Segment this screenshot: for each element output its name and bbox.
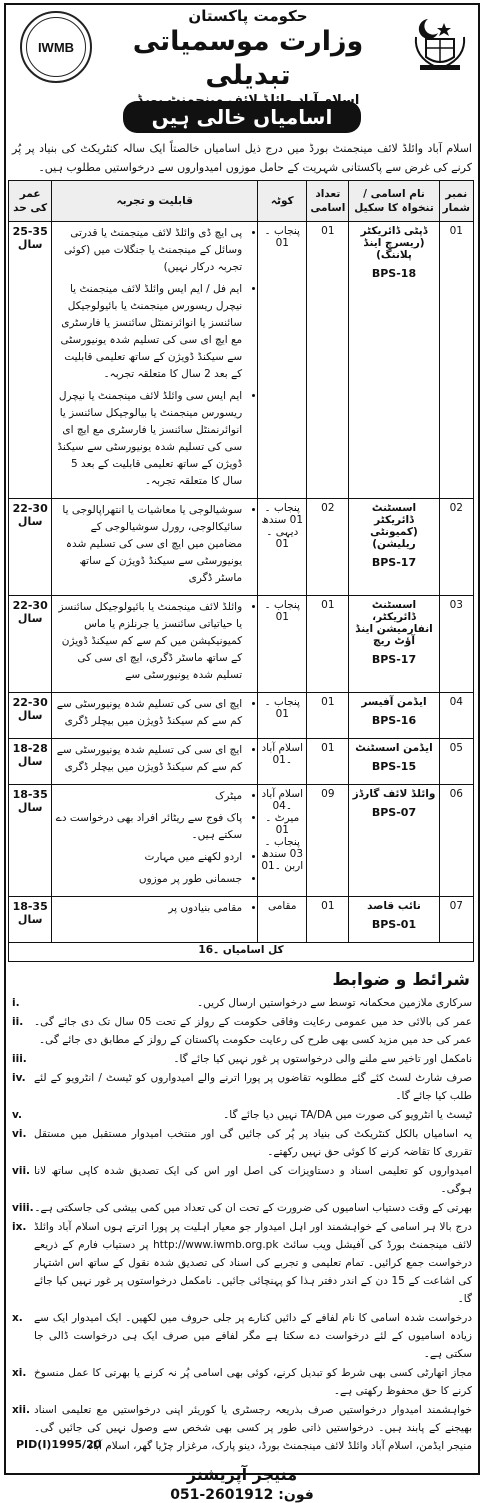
row-qualification xyxy=(52,596,258,693)
row-qualification xyxy=(52,499,258,596)
term-number: v. xyxy=(12,1109,22,1121)
row-sr: 07 xyxy=(439,897,473,943)
post-bps: BPS-07 xyxy=(371,806,417,819)
phone-number: 051-2601912 xyxy=(170,1487,274,1503)
term-number: iii. xyxy=(12,1053,27,1065)
ministry-title: وزارت موسمیاتی تبدیلی xyxy=(132,26,364,91)
pid-code: PID(I)1995/20 xyxy=(16,1438,102,1451)
row-post xyxy=(349,222,439,499)
post-title: وائلڈ لائف گارڈز xyxy=(352,788,436,800)
term-text: خواہشمند امیدوار درخواستیں صرف بذریعہ رجسٹری یا کوریئر اپنی درخواستیں مع تعلیمی اسناد بھیجنے کے پابند ہیں۔ درخواستیں ذاتی طور پر کسی بھی شخص سے وصول نہیں کی جائیں گی۔ منیجر ایڈمن، اسلام آباد وائلڈ لائف مینجمنٹ بورڈ، دینو پارک، مرغزار چڑیا گھر، اسلام آباد xyxy=(34,1404,472,1452)
row-age: 22-30 سال xyxy=(9,693,52,739)
row-sr: 05 xyxy=(439,739,473,785)
row-age: 18-35 سال xyxy=(9,897,52,943)
terms-list xyxy=(6,994,478,1455)
term-text: صرف شارٹ لسٹ کئے گئے مطلوبہ تقاضوں پر پورا اترنے والے امیدواروں کو ٹیسٹ / انٹرویو کے لئے طلب کیا جائے گا۔ xyxy=(34,1072,472,1102)
term-item xyxy=(12,1050,472,1068)
term-number: vi. xyxy=(12,1128,27,1140)
term-number: xii. xyxy=(12,1404,30,1416)
row-age: 22-30 سال xyxy=(9,499,52,596)
post-bps: BPS-17 xyxy=(371,653,417,666)
term-item xyxy=(12,1069,472,1105)
qualification-item: • ایم ایس سی وائلڈ لائف مینجمنٹ یا نیچرل ریسورس مینجمنٹ یا بیالوجیکل سائنسز یا انوائرنمنٹل سائنسز یا فارسٹری مع ایچ ای سی کی تسلیم شدہ یونیورسٹی سے سیکنڈ ڈویژن کے ساتھ تعلیمی قابلیت کے بعد 5 سال کا متعلقہ تجربہ۔ xyxy=(55,388,242,490)
term-item xyxy=(12,1106,472,1124)
row-quota: پنجاب ۔01 xyxy=(258,222,307,499)
signatory: منیجر آپریشنز xyxy=(186,1465,298,1484)
row-sr: 04 xyxy=(439,693,473,739)
post-title: نائب قاصد xyxy=(367,900,421,912)
row-age: 18-35 سال xyxy=(9,785,52,897)
row-quota: پنجاب ۔01 xyxy=(258,596,307,693)
table-row xyxy=(9,785,474,897)
state-emblem-icon xyxy=(410,15,470,71)
row-qualification xyxy=(52,897,258,943)
row-post xyxy=(349,897,439,943)
total-vacancies: کل اسامیاں ۔16 xyxy=(9,943,474,962)
table-row xyxy=(9,897,474,943)
post-title: اسسٹنٹ ڈائریکٹر، انفارمیشن اینڈ آؤٹ ریچ xyxy=(355,599,433,647)
post-bps: BPS-18 xyxy=(371,267,417,280)
term-item xyxy=(12,1013,472,1049)
term-number: vii. xyxy=(12,1165,31,1177)
row-sr: 01 xyxy=(439,222,473,499)
table-row xyxy=(9,499,474,596)
term-text: عمر کی بالائی حد میں عمومی رعایت وفاقی حکومت کے رولز کے تحت 05 سال تک دی جائے گی۔ عمر کی حد میں مزید کسی بھی طرح کی رعایت حکومت پاکستان کے رولز کے مطابق دی جائے گی۔ xyxy=(34,1016,472,1046)
qualification-item: • سوشیالوجی یا معاشیات یا انتھراپالوجی یا سائیکالوجی، رورل سوشیالوجی کے مضامین میں ایچ ای سی کی تسلیم شدہ یونیورسٹی سے سیکنڈ ڈویژن کے ساتھ ماسٹر ڈگری xyxy=(55,502,242,587)
row-post xyxy=(349,499,439,596)
post-title: ڈپٹی ڈائریکٹر (ریسرچ اینڈ پلاننگ) xyxy=(360,225,428,261)
term-number: x. xyxy=(12,1312,23,1324)
header xyxy=(6,5,478,108)
iwmb-logo xyxy=(20,11,92,83)
qualification-item: • وائلڈ لائف مینجمنٹ یا بائیولوجیکل سائنسز یا حیاتیاتی سائنسز یا جرنلزم یا ماس کمیونیکیشن میں کم سے کم سیکنڈ ڈویژن کے ساتھ ماسٹر ڈگری، ایچ ای سی کی تسلیم شدہ یونیورسٹی سے xyxy=(55,599,242,684)
qualification-item: • مقامی بنیادوں پر xyxy=(55,900,242,917)
term-item xyxy=(12,1309,472,1363)
post-title: اسسٹنٹ ڈائریکٹر (کمیونٹی ریلیشن) xyxy=(370,502,418,550)
row-quota: اسلام آباد ۔04 میرٹ ۔01 پنجاب ۔03 سندھ اربن ۔01 xyxy=(258,785,307,897)
row-sr: 03 xyxy=(439,596,473,693)
term-number: ii. xyxy=(12,1016,24,1028)
term-text: امیدواروں کو تعلیمی اسناد و دستاویزات کی اصل اور اس کی ایک تصدیق شدہ کاپی ساتھ لانا ہوگی۔ xyxy=(34,1165,472,1195)
government-title: حکومت پاکستان xyxy=(188,7,308,25)
row-count: 01 xyxy=(307,596,349,693)
post-bps: BPS-01 xyxy=(371,918,417,931)
term-text: درج بالا ہر اسامی کے خواہشمند اور اہل امیدوار جو معیار اہلیت پر پورا اترتے ہوں اسلام آباد وائلڈ لائف مینجمنٹ بورڈ کی آفیشل ویب سائٹ http://www.iwmb.org.pk پر دستیاب فارم کے ذریعے درخواست جمع کرائیں۔ تمام تعلیمی و تجربے کی اسناد کی تصدیق شدہ نقول کے ساتھ اس اشتہار کی اشاعت کے 15 دن کے اندر دفتر ہذا کو پہنچائی جائیں۔ نامکمل درخواستوں پر غور نہیں کیا جائے گا۔ xyxy=(34,1221,472,1305)
row-sr: 06 xyxy=(439,785,473,897)
intro-text: اسلام آباد وائلڈ لائف مینجمنٹ بورڈ میں درج ذیل اسامیاں خالصتاً ایک سالہ کنٹریکٹ کی بنیاد پر پُر کرنے کی غرض سے پاکستانی شہریت کے حامل موزوں امیدواروں سے درخواستیں مطلوب ہیں۔ xyxy=(12,142,472,174)
table-header-row xyxy=(9,181,474,222)
header-post: نام اسامی / تنخواہ کا سکیل xyxy=(349,181,439,222)
term-number: ix. xyxy=(12,1221,27,1233)
term-text: درخواست شدہ اسامی کا نام لفافے کے دائیں کنارے پر جلی حروف میں لکھیں۔ ایک امیدوار ایک سے زیادہ اسامیوں کے لئے درخواست دے سکتا ہے مگر لفافے میں صرف ایک ہی درخواست ڈالی جا سکتی ہے۔ xyxy=(34,1312,472,1360)
row-sr: 02 xyxy=(439,499,473,596)
row-qualification xyxy=(52,785,258,897)
header-count: تعداد اسامی xyxy=(307,181,349,222)
logo-text: IWMB xyxy=(37,39,75,55)
row-age: 22-30 سال xyxy=(9,596,52,693)
qualification-item: • ایم فل / ایم ایس وائلڈ لائف مینجمنٹ یا نیچرل ریسورس مینجمنٹ یا بائیولوجیکل سائنسز یا انوائرنمنٹل سائنسز یا فارسٹری مع ایچ ای سی کی تسلیم شدہ یونیورسٹی سے سیکنڈ ڈویژن کے ساتھ تعلیمی قابلیت کے بعد 2 سال کا متعلقہ تجربہ۔ xyxy=(55,281,242,383)
row-qualification xyxy=(52,693,258,739)
terms-title: شرائط و ضوابط xyxy=(332,970,470,990)
phone-label: فون: xyxy=(278,1487,314,1503)
term-text: مجاز اتھارٹی کسی بھی شرط کو تبدیل کرنے، کوئی بھی اسامی پُر نہ کرنے یا بھرتی کا عمل منسوخ کرنے کا حق محفوظ رکھتی ہے۔ xyxy=(34,1367,472,1397)
row-post xyxy=(349,693,439,739)
term-item xyxy=(12,1162,472,1198)
header-quota: کوٹہ xyxy=(258,181,307,222)
qualification-item: • پاک فوج سے ریٹائر افراد بھی درخواست دے سکتے ہیں۔ xyxy=(55,810,242,844)
vacancies-banner: اسامیاں خالی ہیں xyxy=(123,101,361,133)
term-number: xi. xyxy=(12,1367,27,1379)
phone-line xyxy=(6,1487,478,1503)
header-age: عمر کی حد xyxy=(9,181,52,222)
row-count: 09 xyxy=(307,785,349,897)
row-count: 02 xyxy=(307,499,349,596)
term-text: یہ اسامیاں بالکل کنٹریکٹ کی بنیاد پر پُر کی جائیں گی اور منتخب امیدوار مستقبل میں مستقل تقرری کا تقاضہ کرنے کا کوئی حق نہیں رکھتے۔ xyxy=(34,1128,472,1158)
row-quota: پنجاب ۔01 سندھ دیہی ۔01 xyxy=(258,499,307,596)
row-post xyxy=(349,596,439,693)
post-bps: BPS-15 xyxy=(371,760,417,773)
row-quota: اسلام آباد ۔01 xyxy=(258,739,307,785)
term-number: i. xyxy=(12,997,20,1009)
term-text: ٹیسٹ یا انٹرویو کی صورت میں TA/DA نہیں دیا جائے گا۔ xyxy=(223,1109,472,1121)
term-text: سرکاری ملازمین محکمانہ توسط سے درخواستیں ارسال کریں۔ xyxy=(197,997,472,1009)
board-title: اسلام آباد وائلڈ لائف مینجمنٹ بورڈ xyxy=(136,93,360,108)
term-item xyxy=(12,1199,472,1217)
row-count: 01 xyxy=(307,693,349,739)
row-qualification xyxy=(52,739,258,785)
post-title: ایڈمن آفیسر xyxy=(361,696,427,708)
advertisement-page xyxy=(4,3,480,1503)
row-count: 01 xyxy=(307,897,349,943)
table-row xyxy=(9,693,474,739)
row-count: 01 xyxy=(307,739,349,785)
term-text: بھرتی کے وقت دستیاب اسامیوں کی ضرورت کے تحت ان کی تعداد میں کمی بیشی کی جاسکتی ہے۔ xyxy=(34,1202,472,1214)
qualification-item: • میٹرک xyxy=(55,788,242,805)
term-number: viii. xyxy=(12,1202,34,1214)
term-item xyxy=(12,1125,472,1161)
term-item xyxy=(12,994,472,1012)
vacancies-table xyxy=(8,180,474,962)
signature-block xyxy=(6,1465,478,1503)
term-item xyxy=(12,1218,472,1308)
row-quota: پنجاب ۔01 xyxy=(258,693,307,739)
table-row xyxy=(9,222,474,499)
table-row xyxy=(9,739,474,785)
header-qualification: قابلیت و تجربہ xyxy=(52,181,258,222)
row-age: 25-35 سال xyxy=(9,222,52,499)
term-number: iv. xyxy=(12,1072,26,1084)
header-sr: نمبر شمار xyxy=(439,181,473,222)
post-title: ایڈمن اسسٹنٹ xyxy=(355,742,433,754)
row-post xyxy=(349,739,439,785)
qualification-item: • جسمانی طور پر موزوں xyxy=(55,871,242,888)
row-age: 18-28 سال xyxy=(9,739,52,785)
term-item xyxy=(12,1364,472,1400)
row-count: 01 xyxy=(307,222,349,499)
row-post xyxy=(349,785,439,897)
table-row xyxy=(9,596,474,693)
qualification-item: • اردو لکھنے میں مہارت xyxy=(55,849,242,866)
term-text: نامکمل اور تاخیر سے ملنے والی درخواستوں پر غور نہیں کیا جائے گا۔ xyxy=(173,1053,472,1065)
post-bps: BPS-16 xyxy=(371,714,417,727)
qualification-item: • ایچ ای سی کی تسلیم شدہ یونیورسٹی سے کم سے کم سیکنڈ ڈویژن میں بیچلر ڈگری xyxy=(55,696,242,730)
post-bps: BPS-17 xyxy=(371,556,417,569)
qualification-item: • پی ایچ ڈی وائلڈ لائف مینجمنٹ یا قدرتی وسائل کے مینجمنٹ یا جنگلات میں (کوئی تجربہ درکار نہیں) xyxy=(55,225,242,276)
row-qualification xyxy=(52,222,258,499)
qualification-item: • ایچ ای سی کی تسلیم شدہ یونیورسٹی سے کم سے کم سیکنڈ ڈویژن میں بیچلر ڈگری xyxy=(55,742,242,776)
row-quota: مقامی xyxy=(258,897,307,943)
